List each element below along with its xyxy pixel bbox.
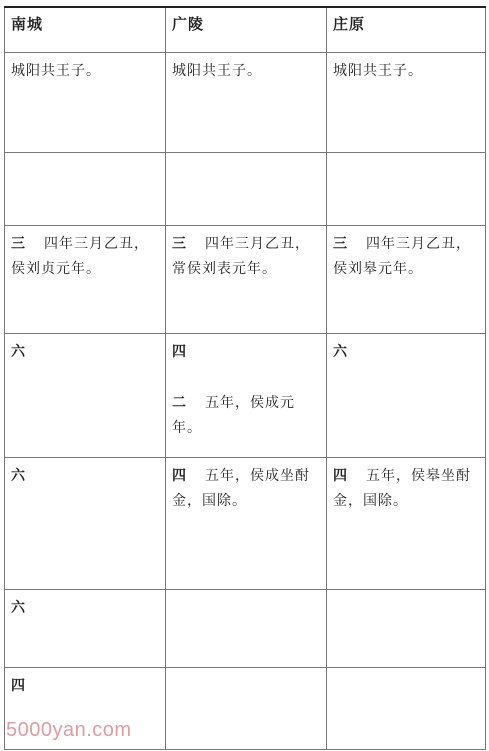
cell-text: 四年三月乙丑，常侯刘表元年。: [172, 236, 310, 277]
table-row: [5, 590, 486, 668]
cell-text: [5, 153, 165, 159]
table-cell: [5, 334, 166, 458]
table-cell: [327, 458, 486, 590]
cell-text: [166, 153, 326, 159]
reign-numeral: 三: [333, 236, 348, 252]
reign-numeral: 三: [172, 236, 187, 252]
table-cell: [327, 226, 486, 334]
cell-text: [327, 153, 485, 159]
table-cell: [5, 226, 166, 334]
cell-text: 城阳共王子。: [172, 63, 262, 79]
table-row: [5, 53, 486, 153]
cell-text: [327, 668, 485, 674]
cell-text: [166, 668, 326, 674]
cell-text: 城阳共王子。: [333, 63, 423, 79]
cell-text: 城阳共王子。: [11, 63, 101, 79]
table-cell: [166, 53, 327, 153]
table-cell: [166, 153, 327, 226]
reign-numeral: 六: [11, 600, 26, 616]
cell-text: [327, 590, 485, 596]
table-row: [5, 153, 486, 226]
cell-text: [166, 590, 326, 596]
table-row: [5, 226, 486, 334]
header-guangling: 广陵: [166, 7, 327, 53]
reign-numeral: 四: [172, 344, 187, 360]
cell-text: 五年，侯成坐酎金，国除。: [172, 468, 310, 509]
table-cell: [327, 334, 486, 458]
header-nancheng: 南城: [5, 7, 166, 53]
table-cell: [327, 668, 486, 750]
table-cell: [5, 53, 166, 153]
reign-numeral: 二: [172, 395, 187, 411]
header-row: [5, 7, 486, 53]
cell-text: 四年三月乙丑，侯刘贞元年。: [11, 236, 149, 277]
chronology-table: [4, 6, 486, 750]
reign-numeral: 三: [11, 236, 26, 252]
table-cell: [327, 153, 486, 226]
table-cell: [166, 226, 327, 334]
table-cell: [166, 668, 327, 750]
table-cell: [5, 590, 166, 668]
site-watermark: 5000yan.com: [6, 719, 132, 741]
table-row: [5, 334, 486, 458]
table-cell: [166, 590, 327, 668]
table-cell: [166, 458, 327, 590]
table-row: [5, 458, 486, 590]
cell-text: 五年，侯皋坐酎金，国除。: [333, 468, 471, 509]
reign-numeral: 六: [333, 344, 348, 360]
table-cell: [327, 53, 486, 153]
table-cell: [5, 153, 166, 226]
table-cell: [327, 590, 486, 668]
table-cell: [166, 334, 327, 458]
table-cell: [5, 458, 166, 590]
cell-text: 四年三月乙丑，侯刘皋元年。: [333, 236, 471, 277]
reign-numeral: 四: [11, 678, 26, 694]
reign-numeral: 四: [333, 468, 348, 484]
header-zhuangyuan: 庄原: [327, 7, 486, 53]
cell-text: 五年，侯成元年。: [172, 395, 295, 436]
reign-numeral: 六: [11, 344, 26, 360]
reign-numeral: 六: [11, 468, 26, 484]
reign-numeral: 四: [172, 468, 187, 484]
